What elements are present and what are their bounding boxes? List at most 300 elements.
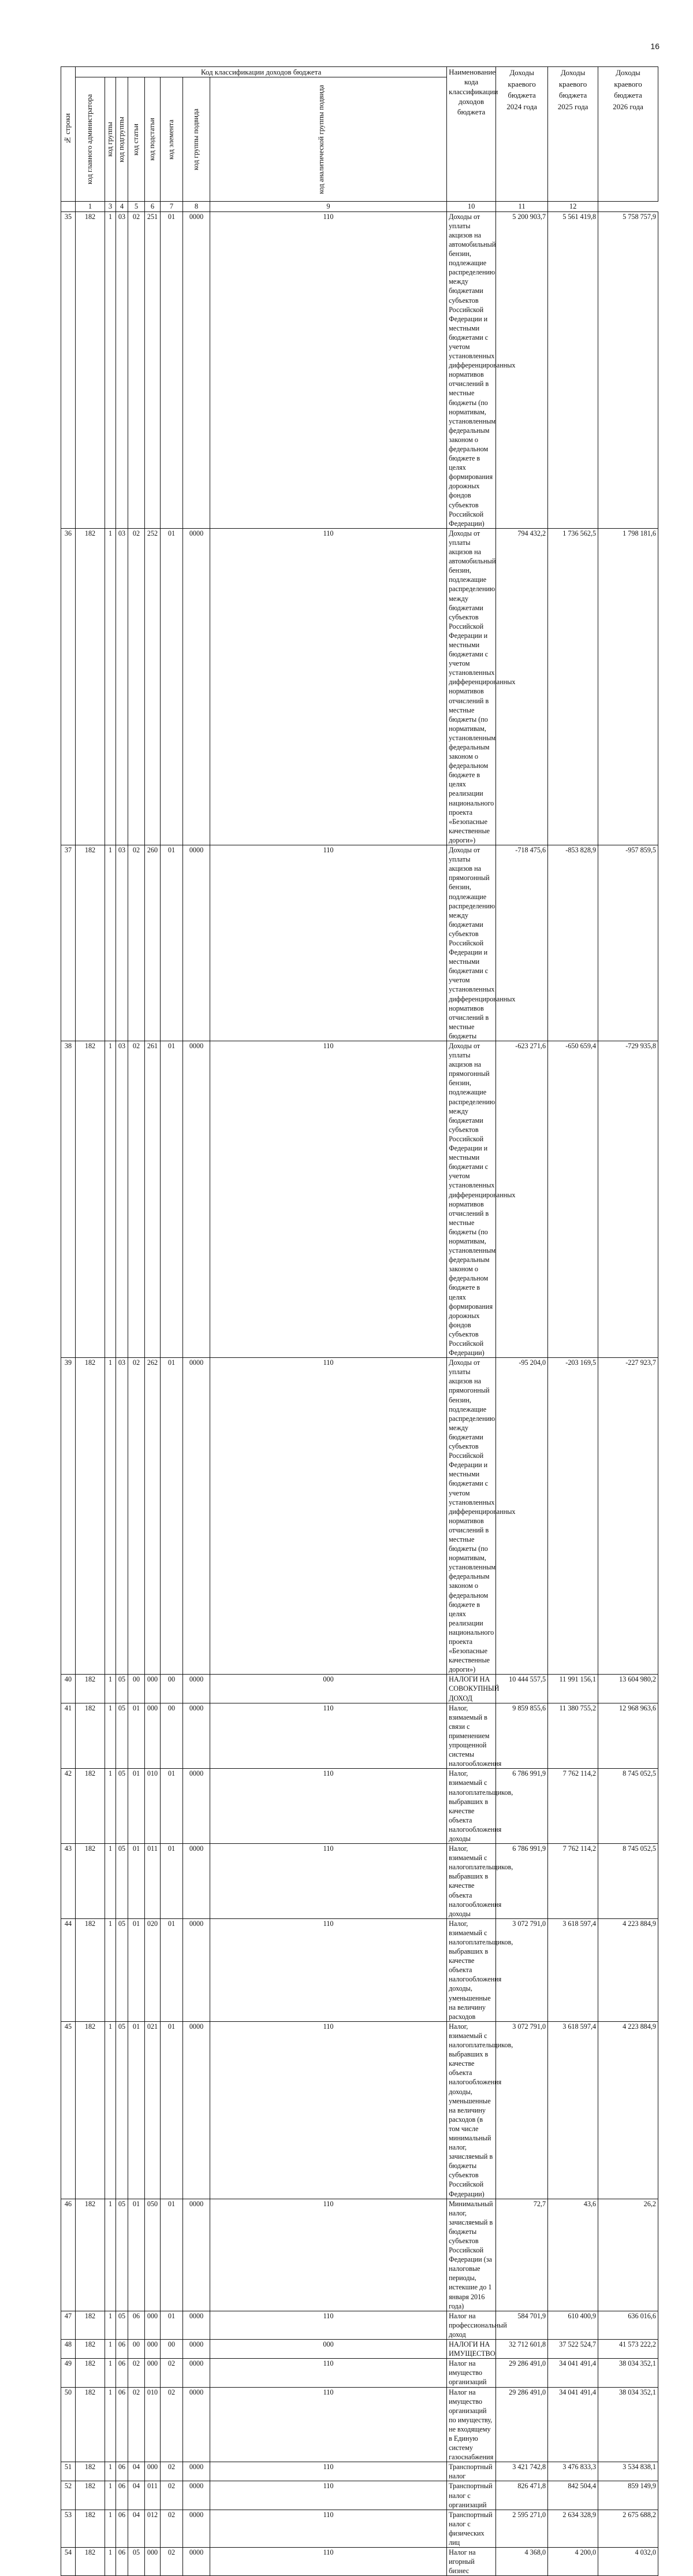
code-admin: 182: [76, 2462, 105, 2481]
code-article: 06: [128, 2311, 145, 2339]
revenue-name: Налог на имущество организаций по имуществу, не входящему в Единую систему газоснабжения: [447, 2387, 496, 2462]
revenue-name: Минимальный налог, зачисляемый в бюджеты субъектов Российской Федерации (за налоговые периоды, истекшие до 1 января 2016 года): [447, 2199, 496, 2311]
code-analytic-group: 110: [210, 845, 447, 1041]
code-subarticle: 010: [145, 2387, 161, 2462]
code-analytic-group: 000: [210, 2340, 447, 2359]
code-subgroup: 06: [116, 2510, 128, 2547]
code-analytic-group: 110: [210, 2387, 447, 2462]
amount-2024: 3 072 791,0: [496, 1918, 548, 2021]
revenue-name: Транспортный налог с физических лиц: [447, 2510, 496, 2547]
revenue-name: Налог на имущество организаций: [447, 2359, 496, 2387]
code-article: 01: [128, 1918, 145, 2021]
code-element: 02: [161, 2359, 183, 2387]
code-analytic-group: 110: [210, 1769, 447, 1844]
code-group: 1: [105, 1675, 116, 1703]
code-analytic-group: 110: [210, 2311, 447, 2339]
code-subtype-group: 0000: [183, 1844, 210, 1919]
amount-2025: 34 041 491,4: [548, 2387, 598, 2462]
code-group: 1: [105, 2311, 116, 2339]
code-subgroup: 03: [116, 845, 128, 1041]
code-header-group: код группы: [105, 77, 116, 202]
amount-2024: 3 072 791,0: [496, 2021, 548, 2199]
amount-2026: 12 968 963,6: [598, 1703, 658, 1769]
header-row-top: [61, 67, 658, 77]
amount-2025: 11 991 156,1: [548, 1675, 598, 1703]
code-article: 00: [128, 1675, 145, 1703]
code-header-element: код элемента: [161, 77, 183, 202]
code-group: 1: [105, 2199, 116, 2311]
table-row: [61, 2021, 658, 2199]
amount-2025: 3 618 597,4: [548, 2021, 598, 2199]
revenue-name: НАЛОГИ НА ИМУЩЕСТВО: [447, 2340, 496, 2359]
code-subarticle: 000: [145, 1703, 161, 1769]
table-row: [61, 2510, 658, 2547]
column-numbers-row: [61, 202, 658, 212]
amount-2026: 38 034 352,1: [598, 2387, 658, 2462]
code-article: 02: [128, 2359, 145, 2387]
code-article: 04: [128, 2510, 145, 2547]
code-subarticle: 000: [145, 1675, 161, 1703]
code-analytic-group: 110: [210, 2510, 447, 2547]
code-article: 02: [128, 1358, 145, 1675]
code-subtype-group: 0000: [183, 2311, 210, 2339]
code-group: 1: [105, 2462, 116, 2481]
code-header-admin: код главного администратора: [76, 77, 105, 202]
code-subgroup: 03: [116, 1041, 128, 1358]
code-admin: 182: [76, 2311, 105, 2339]
row-number: 45: [61, 2021, 76, 2199]
code-subtype-group: 0000: [183, 2462, 210, 2481]
code-group: 1: [105, 845, 116, 1041]
amount-2025-header: Доходы краевого бюджета 2025 года: [548, 67, 598, 202]
amount-2026: 8 745 052,5: [598, 1769, 658, 1844]
code-analytic-group: 110: [210, 1844, 447, 1919]
code-group: 1: [105, 1041, 116, 1358]
code-subtype-group: 0000: [183, 1769, 210, 1844]
code-admin: 182: [76, 528, 105, 845]
code-analytic-group: 110: [210, 2021, 447, 2199]
code-group: 1: [105, 1918, 116, 2021]
code-admin: 182: [76, 2548, 105, 2576]
amount-2025: 34 041 491,4: [548, 2359, 598, 2387]
code-subtype-group: 0000: [183, 2340, 210, 2359]
amount-2026: 2 675 688,2: [598, 2510, 658, 2547]
code-subtype-group: 0000: [183, 845, 210, 1041]
column-number: 12: [548, 202, 598, 212]
code-subtype-group: 0000: [183, 1358, 210, 1675]
row-number: 54: [61, 2548, 76, 2576]
amount-2026: 3 534 838,1: [598, 2462, 658, 2481]
code-subtype-group: 0000: [183, 2548, 210, 2576]
code-subarticle: 000: [145, 2462, 161, 2481]
column-number: 10: [447, 202, 496, 212]
code-element: 01: [161, 1918, 183, 2021]
amount-2026: -729 935,8: [598, 1041, 658, 1358]
code-element: 01: [161, 2311, 183, 2339]
amount-2026: 4 223 884,9: [598, 1918, 658, 2021]
code-subarticle: 020: [145, 1918, 161, 2021]
code-article: 02: [128, 211, 145, 528]
code-group: 1: [105, 211, 116, 528]
code-element: 01: [161, 845, 183, 1041]
code-admin: 182: [76, 2510, 105, 2547]
revenue-name: НАЛОГИ НА СОВОКУПНЫЙ ДОХОД: [447, 1675, 496, 1703]
code-subtype-group: 0000: [183, 211, 210, 528]
row-number: 35: [61, 211, 76, 528]
code-subgroup: 06: [116, 2481, 128, 2510]
row-number: 37: [61, 845, 76, 1041]
amount-2025: 5 561 419,8: [548, 211, 598, 528]
code-analytic-group: 110: [210, 1918, 447, 2021]
table-row: [61, 528, 658, 845]
row-number: 49: [61, 2359, 76, 2387]
code-admin: 182: [76, 1675, 105, 1703]
code-article: 04: [128, 2481, 145, 2510]
column-number: 8: [183, 202, 210, 212]
revenue-name: Транспортный налог с организаций: [447, 2481, 496, 2510]
code-group: 1: [105, 1703, 116, 1769]
revenue-name: Доходы от уплаты акцизов на автомобильный бензин, подлежащие распределению между бюджетами субъектов Российской Федерации и местными бюджетами с учетом установленных дифференцированных нормативов отчислений в местные бюджеты (по нормативам, установленным федеральным законом о федеральном бюджете в целях реализации национального проекта «Безопасные качественные дороги»): [447, 528, 496, 845]
code-subgroup: 06: [116, 2340, 128, 2359]
table-row: [61, 1769, 658, 1844]
amount-2024: 29 286 491,0: [496, 2359, 548, 2387]
table-row: [61, 845, 658, 1041]
code-admin: 182: [76, 845, 105, 1041]
revenue-name: Транспортный налог: [447, 2462, 496, 2481]
row-number: 38: [61, 1041, 76, 1358]
budget-revenue-table: [61, 66, 658, 2576]
revenue-name: Налог, взимаемый с налогоплательщиков, выбравших в качестве объекта налогообложения доходы, уменьшенные на величину расходов (в том числе минимальный налог, зачисляемый в бюджеты субъектов Российской Федерации): [447, 2021, 496, 2199]
revenue-name: Налог на профессиональный доход: [447, 2311, 496, 2339]
amount-2026-header: Доходы краевого бюджета 2026 года: [598, 67, 658, 202]
code-subgroup: 05: [116, 1918, 128, 2021]
row-number: 41: [61, 1703, 76, 1769]
table-row: [61, 1703, 658, 1769]
amount-2024: 32 712 601,8: [496, 2340, 548, 2359]
code-subtype-group: 0000: [183, 1675, 210, 1703]
column-number: [61, 202, 76, 212]
code-admin: 182: [76, 211, 105, 528]
code-subgroup: 03: [116, 211, 128, 528]
code-admin: 182: [76, 2359, 105, 2387]
code-group: 1: [105, 2481, 116, 2510]
code-group: 1: [105, 1769, 116, 1844]
amount-2025: 11 380 755,2: [548, 1703, 598, 1769]
code-analytic-group: 110: [210, 211, 447, 528]
code-admin: 182: [76, 2387, 105, 2462]
row-number: 52: [61, 2481, 76, 2510]
amount-2024: -718 475,6: [496, 845, 548, 1041]
code-group: 1: [105, 2548, 116, 2576]
amount-2026: 8 745 052,5: [598, 1844, 658, 1919]
code-analytic-group: 110: [210, 2199, 447, 2311]
code-subarticle: 011: [145, 1844, 161, 1919]
amount-2025: 37 522 524,7: [548, 2340, 598, 2359]
row-number: 42: [61, 1769, 76, 1844]
code-element: 00: [161, 1675, 183, 1703]
code-admin: 182: [76, 1769, 105, 1844]
table-row: [61, 2548, 658, 2576]
amount-2025: 842 504,4: [548, 2481, 598, 2510]
amount-2025: 4 200,0: [548, 2548, 598, 2576]
row-number: 48: [61, 2340, 76, 2359]
code-admin: 182: [76, 2021, 105, 2199]
code-element: 00: [161, 1703, 183, 1769]
revenue-name: Налог, взимаемый в связи с применением упрощенной системы налогообложения: [447, 1703, 496, 1769]
code-subarticle: 260: [145, 845, 161, 1041]
row-number: 40: [61, 1675, 76, 1703]
code-admin: 182: [76, 2199, 105, 2311]
code-article: 01: [128, 1703, 145, 1769]
amount-2024: 826 471,8: [496, 2481, 548, 2510]
code-element: 02: [161, 2462, 183, 2481]
code-subgroup: 06: [116, 2359, 128, 2387]
table-row: [61, 2199, 658, 2311]
row-number: 44: [61, 1918, 76, 2021]
code-subarticle: 000: [145, 2340, 161, 2359]
code-subtype-group: 0000: [183, 1041, 210, 1358]
revenue-name: Налог, взимаемый с налогоплательщиков, выбравших в качестве объекта налогообложения доходы: [447, 1769, 496, 1844]
row-number: 53: [61, 2510, 76, 2547]
code-analytic-group: 110: [210, 2462, 447, 2481]
column-number: 1: [76, 202, 105, 212]
code-subgroup: 05: [116, 1769, 128, 1844]
revenue-name: Налог на игорный бизнес: [447, 2548, 496, 2576]
amount-2024: 4 368,0: [496, 2548, 548, 2576]
code-subgroup: 03: [116, 528, 128, 845]
code-analytic-group: 110: [210, 2548, 447, 2576]
amount-2024: 794 432,2: [496, 528, 548, 845]
code-subarticle: 012: [145, 2510, 161, 2547]
amount-2024: 6 786 991,9: [496, 1769, 548, 1844]
table-row: [61, 1675, 658, 1703]
code-subgroup: 05: [116, 1844, 128, 1919]
code-article: 02: [128, 845, 145, 1041]
amount-2026: 13 604 980,2: [598, 1675, 658, 1703]
table-row: [61, 2387, 658, 2462]
code-element: 01: [161, 2021, 183, 2199]
code-subarticle: 251: [145, 211, 161, 528]
amount-2026: 636 016,6: [598, 2311, 658, 2339]
revenue-name: Налог, взимаемый с налогоплательщиков, выбравших в качестве объекта налогообложения доходы: [447, 1844, 496, 1919]
amount-2024: 5 200 903,7: [496, 211, 548, 528]
table-row: [61, 2340, 658, 2359]
row-number: 43: [61, 1844, 76, 1919]
row-number: 39: [61, 1358, 76, 1675]
amount-2024: 72,7: [496, 2199, 548, 2311]
code-article: 01: [128, 1769, 145, 1844]
amount-2024: -623 271,6: [496, 1041, 548, 1358]
table-row: [61, 211, 658, 528]
code-subtype-group: 0000: [183, 1703, 210, 1769]
amount-2025: -650 659,4: [548, 1041, 598, 1358]
code-subarticle: 050: [145, 2199, 161, 2311]
code-analytic-group: 110: [210, 1703, 447, 1769]
revenue-name: Доходы от уплаты акцизов на автомобильный бензин, подлежащие распределению между бюджетами субъектов Российской Федерации и местными бюджетами с учетом установленных дифференцированных нормативов отчислений в местные бюджеты (по нормативам, установленным федеральным законом о федеральном бюджете в целях формирования дорожных фондов субъектов Российской Федерации): [447, 211, 496, 528]
amount-2025: 610 400,9: [548, 2311, 598, 2339]
amount-2026: -957 859,5: [598, 845, 658, 1041]
code-subtype-group: 0000: [183, 2510, 210, 2547]
code-header-analytic-group: код аналитической группы подвида: [210, 77, 447, 202]
code-subgroup: 05: [116, 1703, 128, 1769]
code-element: 01: [161, 1769, 183, 1844]
code-subarticle: 252: [145, 528, 161, 845]
code-subtype-group: 0000: [183, 2359, 210, 2387]
row-number: 51: [61, 2462, 76, 2481]
amount-2024-header: Доходы краевого бюджета 2024 года: [496, 67, 548, 202]
code-admin: 182: [76, 2481, 105, 2510]
table-body: [61, 211, 658, 2576]
amount-2025: 7 762 114,2: [548, 1844, 598, 1919]
amount-2025: 7 762 114,2: [548, 1769, 598, 1844]
amount-2025: -853 828,9: [548, 845, 598, 1041]
code-admin: 182: [76, 1918, 105, 2021]
code-subtype-group: 0000: [183, 2387, 210, 2462]
code-element: 02: [161, 2548, 183, 2576]
amount-2026: -227 923,7: [598, 1358, 658, 1675]
code-element: 02: [161, 2481, 183, 2510]
code-article: 01: [128, 2199, 145, 2311]
code-article: 02: [128, 2387, 145, 2462]
row-number: 36: [61, 528, 76, 845]
revenue-name: Доходы от уплаты акцизов на прямогонный бензин, подлежащие распределению между бюджетами субъектов Российской Федерации и местными бюджетами с учетом установленных дифференцированных нормативов отчислений в местные бюджеты (по нормативам, установленным федеральным законом о федеральном бюджете в целях формирования дорожных фондов субъектов Российской Федерации): [447, 1041, 496, 1358]
code-group: 1: [105, 2510, 116, 2547]
amount-2024: 10 444 557,5: [496, 1675, 548, 1703]
code-subgroup: 06: [116, 2462, 128, 2481]
code-element: 01: [161, 1358, 183, 1675]
amount-2024: 6 786 991,9: [496, 1844, 548, 1919]
code-group: 1: [105, 2359, 116, 2387]
code-article: 02: [128, 1041, 145, 1358]
table-row: [61, 2481, 658, 2510]
code-subtype-group: 0000: [183, 2481, 210, 2510]
code-subgroup: 05: [116, 1675, 128, 1703]
amount-2026: 4 223 884,9: [598, 2021, 658, 2199]
amount-2026: 41 573 222,2: [598, 2340, 658, 2359]
code-subtype-group: 0000: [183, 1918, 210, 2021]
code-analytic-group: 110: [210, 2359, 447, 2387]
amount-2025: 3 476 833,3: [548, 2462, 598, 2481]
table-row: [61, 1844, 658, 1919]
code-article: 01: [128, 1844, 145, 1919]
code-analytic-group: 110: [210, 1358, 447, 1675]
code-subtype-group: 0000: [183, 2199, 210, 2311]
column-number: 4: [116, 202, 128, 212]
amount-2026: 26,2: [598, 2199, 658, 2311]
row-number-header: № строки: [61, 67, 76, 202]
code-subarticle: 011: [145, 2481, 161, 2510]
amount-2024: 9 859 855,6: [496, 1703, 548, 1769]
code-admin: 182: [76, 1358, 105, 1675]
table-row: [61, 1358, 658, 1675]
amount-2025: 43,6: [548, 2199, 598, 2311]
code-subarticle: 000: [145, 2311, 161, 2339]
code-admin: 182: [76, 1844, 105, 1919]
code-header-subarticle: код подстатьи: [145, 77, 161, 202]
code-group: 1: [105, 2387, 116, 2462]
code-subarticle: 000: [145, 2359, 161, 2387]
code-subarticle: 021: [145, 2021, 161, 2199]
code-analytic-group: 110: [210, 2481, 447, 2510]
code-element: 01: [161, 1041, 183, 1358]
amount-2026: 1 798 181,6: [598, 528, 658, 845]
code-element: 01: [161, 2199, 183, 2311]
code-subarticle: 000: [145, 2548, 161, 2576]
amount-2025: 3 618 597,4: [548, 1918, 598, 2021]
page-number: 16: [650, 42, 660, 51]
code-subarticle: 261: [145, 1041, 161, 1358]
code-element: 01: [161, 528, 183, 845]
code-header-subgroup: код подгруппы: [116, 77, 128, 202]
code-admin: 182: [76, 1041, 105, 1358]
amount-2026: 38 034 352,1: [598, 2359, 658, 2387]
code-analytic-group: 110: [210, 1041, 447, 1358]
code-article: 04: [128, 2462, 145, 2481]
table-row: [61, 1918, 658, 2021]
table-row: [61, 1041, 658, 1358]
amount-2026: 5 758 757,9: [598, 211, 658, 528]
row-number: 46: [61, 2199, 76, 2311]
name-column-header: Наименование кода классификации доходов бюджета: [447, 67, 496, 202]
amount-2025: -203 169,5: [548, 1358, 598, 1675]
code-subarticle: 262: [145, 1358, 161, 1675]
code-article: 00: [128, 2340, 145, 2359]
code-group: 1: [105, 1358, 116, 1675]
code-analytic-group: 000: [210, 1675, 447, 1703]
row-number: 47: [61, 2311, 76, 2339]
amount-2025: 2 634 328,9: [548, 2510, 598, 2547]
revenue-name: Доходы от уплаты акцизов на прямогонный бензин, подлежащие распределению между бюджетами субъектов Российской Федерации и местными бюджетами с учетом установленных дифференцированных нормативов отчислений в местные бюджеты: [447, 845, 496, 1041]
row-number: 50: [61, 2387, 76, 2462]
revenue-name: Доходы от уплаты акцизов на прямогонный бензин, подлежащие распределению между бюджетами субъектов Российской Федерации и местными бюджетами с учетом установленных дифференцированных нормативов отчислений в местные бюджеты (по нормативам, установленным федеральным законом о федеральном бюджете в целях реализации национального проекта «Безопасные качественные дороги»): [447, 1358, 496, 1675]
code-group: 1: [105, 528, 116, 845]
amount-2026: 859 149,9: [598, 2481, 658, 2510]
code-subgroup: 06: [116, 2548, 128, 2576]
table-row: [61, 2359, 658, 2387]
column-number: 6: [145, 202, 161, 212]
code-subgroup: 05: [116, 2311, 128, 2339]
code-article: 02: [128, 528, 145, 845]
code-admin: 182: [76, 2340, 105, 2359]
code-group-title: Код классификации доходов бюджета: [76, 67, 447, 77]
code-element: 02: [161, 2510, 183, 2547]
amount-2024: 3 421 742,8: [496, 2462, 548, 2481]
table-row: [61, 2462, 658, 2481]
code-subarticle: 010: [145, 1769, 161, 1844]
amount-2026: 4 032,0: [598, 2548, 658, 2576]
code-subtype-group: 0000: [183, 2021, 210, 2199]
column-number: 3: [105, 202, 116, 212]
revenue-name: Налог, взимаемый с налогоплательщиков, выбравших в качестве объекта налогообложения доходы, уменьшенные на величину расходов: [447, 1918, 496, 2021]
amount-2024: 2 595 271,0: [496, 2510, 548, 2547]
code-header-article: код статьи: [128, 77, 145, 202]
code-group: 1: [105, 2340, 116, 2359]
code-article: 05: [128, 2548, 145, 2576]
code-element: 01: [161, 1844, 183, 1919]
column-number: 5: [128, 202, 145, 212]
code-admin: 182: [76, 1703, 105, 1769]
column-number: 7: [161, 202, 183, 212]
code-header-subtype-group: код группы подвида: [183, 77, 210, 202]
code-analytic-group: 110: [210, 528, 447, 845]
code-group: 1: [105, 2021, 116, 2199]
column-number: 11: [496, 202, 548, 212]
column-number: 9: [210, 202, 447, 212]
code-element: 01: [161, 211, 183, 528]
code-element: 02: [161, 2387, 183, 2462]
code-subgroup: 05: [116, 2021, 128, 2199]
code-subgroup: 03: [116, 1358, 128, 1675]
